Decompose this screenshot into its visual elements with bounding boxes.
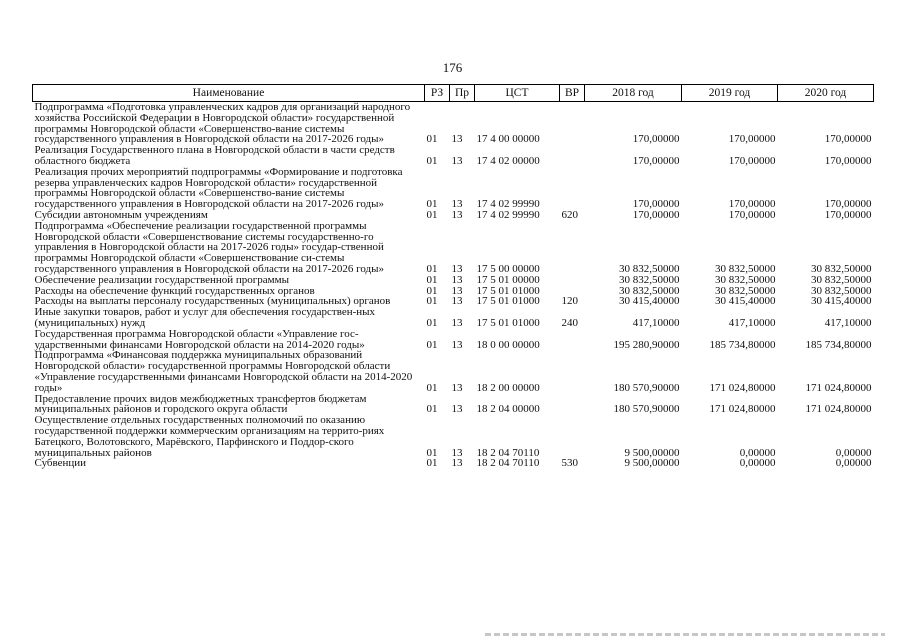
cell-2020: 417,10000 xyxy=(824,316,872,329)
table-row xyxy=(33,458,874,469)
cell-cst: 18 2 04 00000 xyxy=(476,403,540,416)
table-row xyxy=(33,102,874,146)
cell-2018: 170,00000 xyxy=(632,198,680,211)
cell-rz: 01 xyxy=(426,381,438,394)
cell-pr: 13 xyxy=(451,295,463,308)
column-header-2018: 2018 год xyxy=(585,85,682,102)
cell-rz: 01 xyxy=(426,316,438,329)
cell-cst: 17 5 01 00000 xyxy=(476,273,540,286)
column-header-name: Наименование xyxy=(33,85,425,102)
table-row xyxy=(33,329,874,351)
cell-vr: 240 xyxy=(561,316,578,329)
cell-name: Субвенции xyxy=(34,457,87,470)
cell-vr xyxy=(560,167,585,210)
table-row xyxy=(33,394,874,416)
cell-name: Подпрограмма «Подготовка управленческих кадров для организаций народного хозяйства Российской Федерации в Новгородской области» государственной программы Новгородской области «Совершенство-вание системы государственного управления в Новгородской области на 2017-2026 годы» xyxy=(34,101,411,146)
cell-2020: 30 832,50000 xyxy=(811,262,872,275)
cell-2019: 171 024,80000 xyxy=(709,381,776,394)
cell-vr: 620 xyxy=(561,208,578,221)
column-header-rz: РЗ xyxy=(425,85,450,102)
cell-name: Осуществление отдельных государственных полномочий по оказанию государственной поддержки коммерческим организациям на террито-риях Батецкого, Волотовского, Марёвского, Парфинского и Поддор-ского муниципальных районов xyxy=(34,414,385,459)
cell-rz: 01 xyxy=(426,208,438,221)
cell-cst: 18 2 04 70110 xyxy=(476,446,540,459)
cell-rz: 01 xyxy=(426,403,438,416)
cell-rz: 01 xyxy=(426,338,438,351)
cell-rz: 01 xyxy=(426,198,438,211)
cell-2019: 417,10000 xyxy=(728,316,776,329)
table-row xyxy=(33,275,874,286)
table-row xyxy=(33,307,874,329)
cell-2019: 170,00000 xyxy=(728,154,776,167)
cell-2019: 170,00000 xyxy=(728,133,776,146)
cell-2018: 417,10000 xyxy=(632,316,680,329)
cell-name: Обеспечение реализации государственной программы xyxy=(34,273,289,286)
table-header-row xyxy=(33,85,874,102)
column-header-pr: Пр xyxy=(450,85,475,102)
cell-2018: 30 832,50000 xyxy=(619,284,680,297)
cell-2020: 170,00000 xyxy=(824,198,872,211)
cell-pr: 13 xyxy=(451,154,463,167)
cell-name: Государственная программа Новгородской области «Управление гос-ударственными финансами Новгородской области на 2014-2020 годы» xyxy=(34,327,365,351)
cell-2019: 185 734,80000 xyxy=(709,338,776,351)
cell-2019: 170,00000 xyxy=(728,208,776,221)
table-row xyxy=(33,350,874,393)
table-row xyxy=(33,145,874,167)
cell-vr xyxy=(560,145,585,167)
cell-pr: 13 xyxy=(451,262,463,275)
cell-2018: 170,00000 xyxy=(632,154,680,167)
cell-rz: 01 xyxy=(426,154,438,167)
cell-name: Иные закупки товаров, работ и услуг для обеспечения государствен-ных (муниципальных) нужд xyxy=(34,306,376,329)
cell-rz: 01 xyxy=(426,262,438,275)
scan-artifact xyxy=(485,633,885,636)
cell-2018: 180 570,90000 xyxy=(613,381,680,394)
cell-2018: 170,00000 xyxy=(632,208,680,221)
cell-2018: 30 832,50000 xyxy=(619,273,680,286)
cell-cst: 18 2 00 00000 xyxy=(476,381,540,394)
cell-cst: 17 4 02 99990 xyxy=(476,208,540,221)
cell-vr xyxy=(560,394,585,416)
cell-name: Предоставление прочих видов межбюджетных трансфертов бюджетам муниципальных районов и городского округа области xyxy=(34,392,367,416)
cell-2019: 30 832,50000 xyxy=(715,284,776,297)
cell-pr: 13 xyxy=(451,446,463,459)
cell-pr: 13 xyxy=(451,338,463,351)
cell-pr: 13 xyxy=(451,381,463,394)
cell-2020: 170,00000 xyxy=(824,154,872,167)
cell-pr: 13 xyxy=(451,208,463,221)
table-row xyxy=(33,167,874,210)
cell-cst: 17 5 01 01000 xyxy=(476,316,540,329)
cell-vr xyxy=(560,221,585,275)
cell-pr: 13 xyxy=(451,457,463,470)
cell-2020: 30 832,50000 xyxy=(811,284,872,297)
cell-cst: 17 4 02 99990 xyxy=(476,198,540,211)
cell-name: Реализация прочих мероприятий подпрограммы «Формирование и подготовка резерва управленческих кадров Новгородской области» государственной программы Новгородской области «Совершенство-вание системы государственного управления в Новгородской области на 2017-2026 годы» xyxy=(34,165,403,211)
page-number: 176 xyxy=(442,60,463,75)
cell-2018: 9 500,00000 xyxy=(624,446,680,459)
column-header-vr: ВР xyxy=(560,85,585,102)
cell-vr xyxy=(560,102,585,146)
cell-2020: 0,00000 xyxy=(835,446,872,459)
column-header-2020: 2020 год xyxy=(778,85,874,102)
cell-pr: 13 xyxy=(451,403,463,416)
cell-2020: 171 024,80000 xyxy=(805,403,872,416)
cell-name: Расходы на обеспечение функций государственных органов xyxy=(34,284,315,297)
cell-vr xyxy=(560,415,585,458)
cell-2020: 30 415,40000 xyxy=(811,295,872,308)
cell-vr: 530 xyxy=(561,457,578,470)
cell-2019: 30 832,50000 xyxy=(715,262,776,275)
cell-name: Подпрограмма «Обеспечение реализации государственной программы Новгородской области «Совершенствование системы государственно-го управления в Новгородской области на 2017-2026 годы» государ-ственной программы Новгородской области «Совершенствование си-стемы государственного управления в Новгородской области на 2017-2026 годы» xyxy=(34,219,385,275)
cell-2019: 170,00000 xyxy=(728,198,776,211)
column-header-2019: 2019 год xyxy=(682,85,778,102)
cell-name: Подпрограмма «Финансовая поддержка муниципальных образований Новгородской области» государственной программы Новгородской области «Управление государственными финансами Новгородской области на 2014-2020 годы» xyxy=(34,349,413,394)
table-row xyxy=(33,415,874,458)
cell-pr: 13 xyxy=(451,133,463,146)
cell-cst: 17 5 01 01000 xyxy=(476,295,540,308)
cell-2018: 170,00000 xyxy=(632,133,680,146)
cell-rz: 01 xyxy=(426,446,438,459)
cell-2019: 0,00000 xyxy=(739,457,776,470)
table-row xyxy=(33,221,874,275)
cell-2018: 180 570,90000 xyxy=(613,403,680,416)
cell-cst: 18 0 00 00000 xyxy=(476,338,540,351)
cell-2020: 170,00000 xyxy=(824,208,872,221)
cell-vr xyxy=(560,329,585,351)
cell-2019: 30 832,50000 xyxy=(715,273,776,286)
cell-2018: 30 415,40000 xyxy=(619,295,680,308)
cell-cst: 17 4 00 00000 xyxy=(476,133,540,146)
cell-2019: 0,00000 xyxy=(739,446,776,459)
cell-cst: 17 5 01 01000 xyxy=(476,284,540,297)
cell-2018: 195 280,90000 xyxy=(613,338,680,351)
cell-rz: 01 xyxy=(426,284,438,297)
cell-pr: 13 xyxy=(451,316,463,329)
cell-name: Реализация Государственного плана в Новгородской области в части средств областного бюджета xyxy=(34,144,395,167)
cell-vr xyxy=(560,275,585,286)
cell-cst: 17 5 00 00000 xyxy=(476,262,540,275)
cell-vr xyxy=(560,350,585,393)
cell-2020: 30 832,50000 xyxy=(811,273,872,286)
cell-cst: 18 2 04 70110 xyxy=(476,457,540,470)
budget-table xyxy=(32,84,874,469)
cell-pr: 13 xyxy=(451,198,463,211)
cell-2020: 0,00000 xyxy=(835,457,872,470)
cell-rz: 01 xyxy=(426,133,438,146)
cell-2018: 30 832,50000 xyxy=(619,262,680,275)
cell-vr: 120 xyxy=(561,295,578,308)
cell-rz: 01 xyxy=(426,273,438,286)
cell-rz: 01 xyxy=(426,457,438,470)
cell-pr: 13 xyxy=(451,284,463,297)
column-header-cst: ЦСТ xyxy=(475,85,560,102)
cell-name: Расходы на выплаты персоналу государственных (муниципальных) органов xyxy=(34,295,391,308)
cell-2018: 9 500,00000 xyxy=(624,457,680,470)
cell-2019: 171 024,80000 xyxy=(709,403,776,416)
cell-2020: 170,00000 xyxy=(824,133,872,146)
cell-2020: 171 024,80000 xyxy=(805,381,872,394)
cell-2020: 185 734,80000 xyxy=(805,338,872,351)
cell-name: Субсидии автономным учреждениям xyxy=(34,208,208,221)
cell-rz: 01 xyxy=(426,295,438,308)
cell-pr: 13 xyxy=(451,273,463,286)
cell-cst: 17 4 02 00000 xyxy=(476,154,540,167)
cell-2019: 30 415,40000 xyxy=(715,295,776,308)
